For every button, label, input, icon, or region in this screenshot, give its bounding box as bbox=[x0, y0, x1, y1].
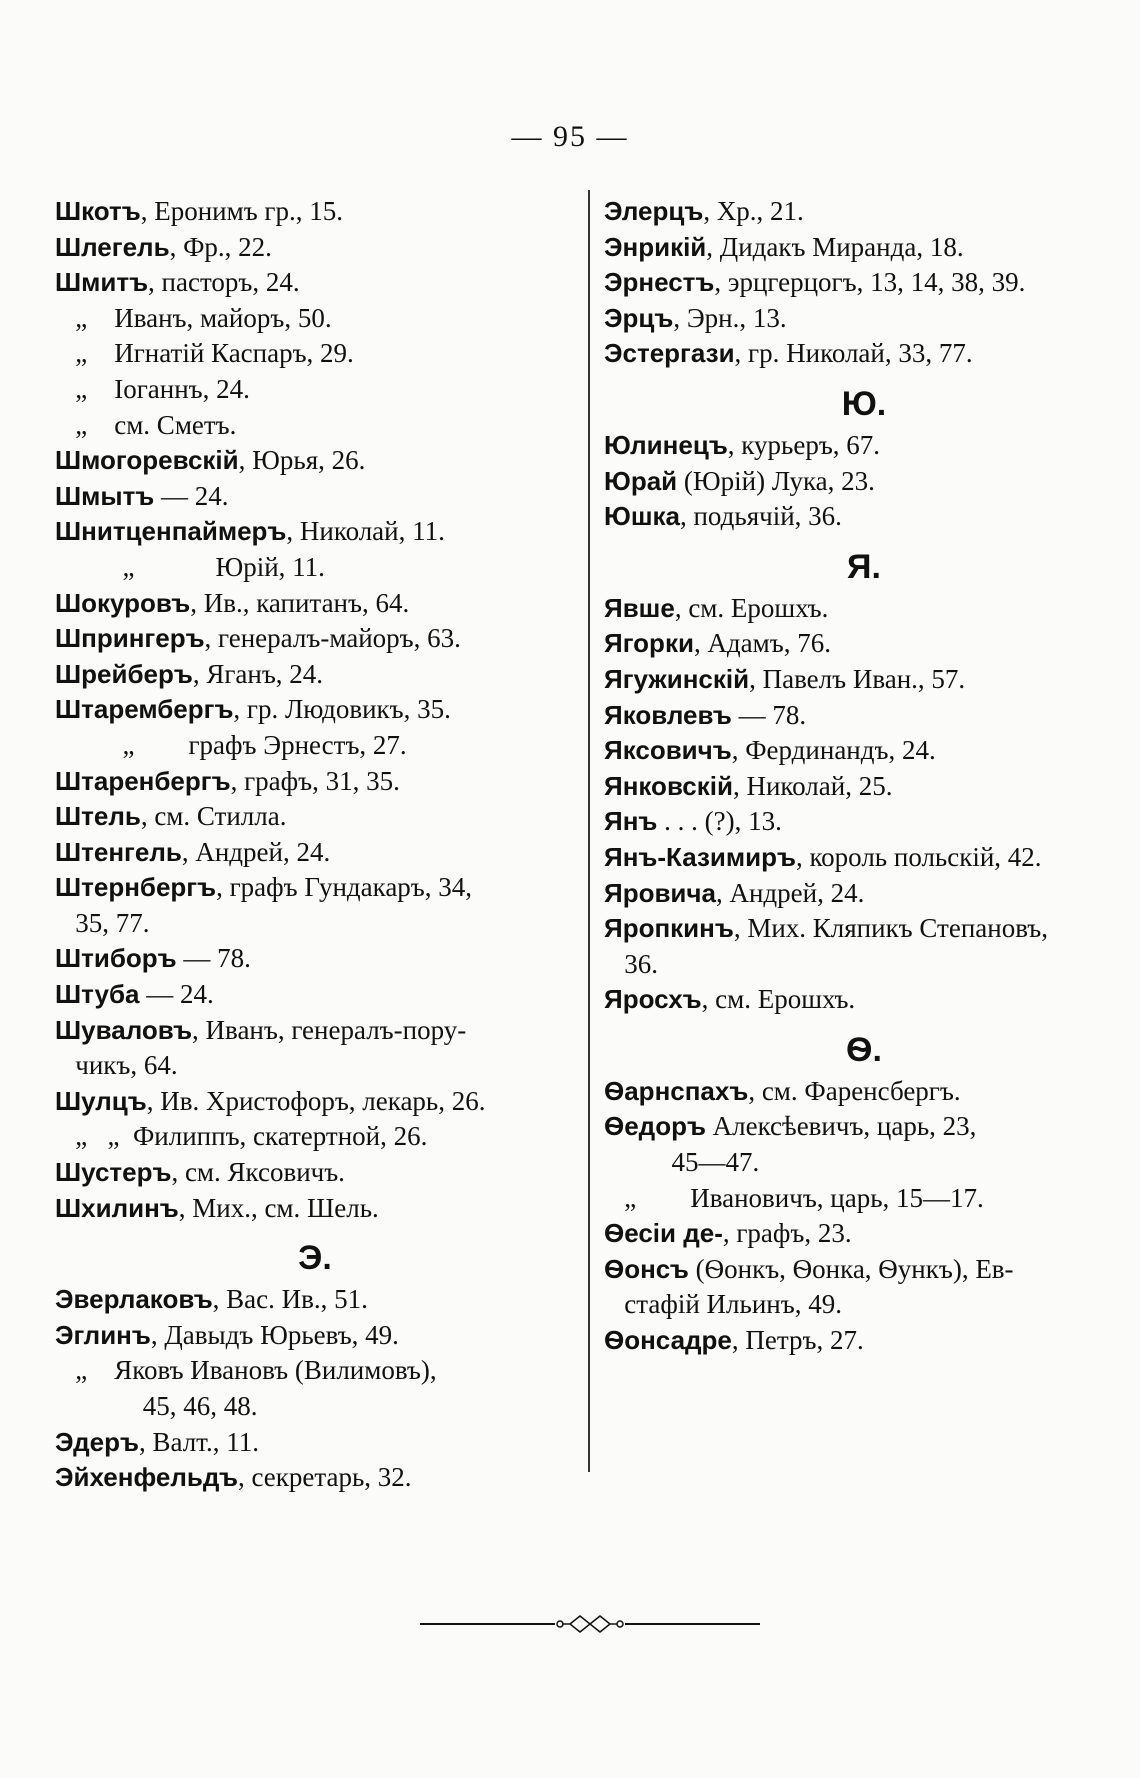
entry-details: — 78. bbox=[731, 699, 807, 730]
entry-headword: Штуба bbox=[55, 979, 140, 1010]
index-entry bbox=[55, 870, 575, 906]
index-entry bbox=[604, 911, 1124, 947]
entry-details: , Николай, 11. bbox=[286, 516, 445, 547]
entry-details: , Дидакъ Миранда, 18. bbox=[706, 231, 964, 262]
entry-details: , Мих., см. Шель. bbox=[178, 1192, 379, 1223]
index-entry bbox=[55, 265, 575, 301]
index-entry bbox=[55, 1318, 575, 1354]
entry-details: , генералъ-майоръ, 63. bbox=[204, 623, 461, 654]
entry-details: , см. Стилла. bbox=[140, 801, 287, 832]
entry-headword: Шрейберъ bbox=[55, 658, 193, 689]
index-entry bbox=[55, 1084, 575, 1120]
entry-headword: Ѳарнспахъ bbox=[604, 1075, 749, 1106]
entry-details: , Ив., капитанъ, 64. bbox=[190, 587, 410, 618]
index-entry bbox=[55, 479, 575, 515]
entry-details: , Эрн., 13. bbox=[673, 302, 787, 333]
entry-headword: Ѳедоръ bbox=[604, 1111, 706, 1142]
entry-details: , Андрей, 24. bbox=[181, 836, 331, 867]
index-entry bbox=[604, 591, 1124, 627]
entry-headword: Шустеръ bbox=[55, 1157, 172, 1188]
index-entry bbox=[55, 514, 575, 550]
entry-details: „ Иванъ, майоръ, 50. bbox=[55, 302, 332, 333]
entry-details: — 78. bbox=[176, 943, 251, 974]
index-entry bbox=[604, 804, 1124, 840]
index-entry bbox=[55, 941, 575, 977]
entry-headword: Янъ-Казимиръ bbox=[604, 841, 796, 872]
index-entry bbox=[604, 230, 1124, 266]
entry-details: , Павелъ Иван., 57. bbox=[749, 663, 966, 694]
entry-headword: Явше bbox=[604, 592, 675, 623]
entry-headword: Штенгель bbox=[55, 836, 182, 867]
index-entry bbox=[604, 1323, 1124, 1359]
entry-details: 45, 46, 48. bbox=[55, 1391, 258, 1421]
entry-headword: Ягорки bbox=[604, 628, 694, 659]
entry-details: , Давыдъ Юрьевъ, 49. bbox=[150, 1319, 399, 1350]
entry-headword: Шнитценпаймеръ bbox=[55, 516, 287, 547]
entry-details: , Николай, 25. bbox=[732, 770, 893, 801]
entry-headword: Ѳесіи де- bbox=[604, 1218, 723, 1249]
entry-details: , король польскій, 42. bbox=[795, 841, 1042, 872]
entry-headword: Ѳонсадре bbox=[604, 1325, 732, 1356]
index-entry bbox=[55, 1282, 575, 1318]
entry-headword: Шлегель bbox=[55, 231, 170, 262]
entry-details: , см. Яксовичъ. bbox=[171, 1157, 345, 1188]
index-entry bbox=[55, 1389, 575, 1425]
entry-headword: Штарембергъ bbox=[55, 694, 234, 725]
index-entry bbox=[55, 799, 575, 835]
section-letter: Я. bbox=[847, 547, 881, 586]
entry-details: , Хр., 21. bbox=[703, 196, 804, 226]
entry-headword: Шокуровъ bbox=[55, 587, 191, 618]
entry-headword: Штаренбергъ bbox=[55, 765, 231, 796]
entry-headword: Шпрингеръ bbox=[55, 623, 205, 654]
entry-details: , графъ, 23. bbox=[722, 1218, 852, 1249]
index-entry bbox=[55, 1425, 575, 1461]
entry-details: , Иванъ, генералъ-пору- bbox=[192, 1014, 467, 1045]
index-entry bbox=[604, 982, 1124, 1018]
entry-details: (Ѳонкъ, Ѳонка, Ѳункъ), Ев- bbox=[688, 1253, 1014, 1284]
entry-details: „ Іоганнъ, 24. bbox=[55, 373, 250, 404]
entry-details: „ Ивановичъ, царь, 15—17. bbox=[604, 1182, 984, 1213]
entry-headword: Ягужинскій bbox=[604, 663, 750, 694]
entry-details: , см. Фаренсбергъ. bbox=[748, 1075, 961, 1106]
index-entry bbox=[55, 977, 575, 1013]
index-entry bbox=[604, 336, 1124, 372]
entry-details: 36. bbox=[604, 948, 658, 979]
entry-details: , Еронимъ гр., 15. bbox=[140, 196, 343, 226]
entry-headword: Янковскій bbox=[604, 770, 733, 801]
entry-details: — 24. bbox=[154, 480, 229, 511]
entry-details: , Ив. Христофоръ, лекарь, 26. bbox=[146, 1085, 486, 1116]
index-entry bbox=[604, 194, 1124, 230]
entry-details: 35, 77. bbox=[55, 907, 150, 938]
right-column bbox=[604, 194, 1124, 1359]
entry-details: , гр. Николай, 33, 77. bbox=[734, 338, 973, 369]
entry-headword: Эдеръ bbox=[55, 1426, 139, 1457]
entry-details: „ Игнатій Каспаръ, 29. bbox=[55, 338, 354, 369]
entry-headword: Эверлаковъ bbox=[55, 1284, 213, 1315]
entry-headword: Шмытъ bbox=[55, 480, 155, 511]
section-letter: Ѳ. bbox=[846, 1030, 882, 1069]
entry-headword: Янъ bbox=[604, 806, 658, 837]
entry-headword: Шуваловъ bbox=[55, 1014, 193, 1045]
index-entry bbox=[604, 733, 1124, 769]
ornament-divider bbox=[420, 1612, 760, 1636]
index-entry bbox=[55, 621, 575, 657]
entry-headword: Юлинецъ bbox=[604, 429, 728, 460]
section-letter: Ю. bbox=[841, 384, 887, 423]
section-letter: Э. bbox=[298, 1239, 332, 1278]
entry-details: , Валт., 11. bbox=[138, 1426, 259, 1457]
index-entry bbox=[55, 1155, 575, 1191]
entry-details: , пасторъ, 24. bbox=[148, 267, 300, 298]
index-entry bbox=[604, 1287, 1124, 1323]
index-entry bbox=[604, 1181, 1124, 1217]
entry-headword: Эрнестъ bbox=[604, 267, 715, 298]
entry-headword: Яропкинъ bbox=[604, 913, 734, 944]
index-entry bbox=[604, 499, 1124, 535]
entry-headword: Эглинъ bbox=[55, 1319, 151, 1350]
entry-details: стафій Ильинъ, 49. bbox=[604, 1289, 842, 1320]
entry-details: „ графъ Эрнестъ, 27. bbox=[55, 729, 407, 760]
entry-details: , Андрей, 24. bbox=[715, 877, 865, 908]
index-entry bbox=[55, 692, 575, 728]
index-entry bbox=[55, 586, 575, 622]
entry-details: , эрцгерцогъ, 13, 14, 38, 39. bbox=[714, 267, 1026, 298]
entry-headword: Яровича bbox=[604, 877, 716, 908]
entry-headword: Штель bbox=[55, 801, 141, 832]
entry-details: „ см. Сметъ. bbox=[55, 409, 237, 440]
entry-headword: Юшка bbox=[604, 501, 680, 532]
entry-details: , Адамъ, 76. bbox=[693, 628, 831, 659]
index-entry bbox=[55, 336, 575, 372]
index-entry bbox=[604, 301, 1124, 337]
entry-headword: Яковлевъ bbox=[604, 699, 732, 730]
index-entry bbox=[604, 1216, 1124, 1252]
entry-details: чикъ, 64. bbox=[55, 1050, 178, 1081]
index-entry bbox=[55, 1191, 575, 1227]
index-entry bbox=[604, 769, 1124, 805]
index-entry bbox=[55, 1353, 575, 1389]
index-entry bbox=[604, 265, 1124, 301]
entry-headword: Яксовичъ bbox=[604, 735, 732, 766]
entry-details: , Яганъ, 24. bbox=[192, 658, 324, 689]
entry-headword: Шкотъ bbox=[55, 196, 141, 226]
entry-details: , Мих. Кляпикъ Степановъ, bbox=[733, 913, 1049, 944]
entry-details: . . . (?), 13. bbox=[657, 806, 782, 837]
entry-details: , курьеръ, 67. bbox=[727, 429, 881, 460]
entry-headword: Энрикій bbox=[604, 231, 707, 262]
entry-headword: Шулцъ bbox=[55, 1085, 147, 1116]
entry-headword: Элерцъ bbox=[604, 196, 704, 226]
entry-details: , графъ, 31, 35. bbox=[230, 765, 400, 796]
entry-headword: Шмитъ bbox=[55, 267, 149, 298]
index-entry bbox=[55, 408, 575, 444]
entry-headword: Яросхъ bbox=[604, 984, 702, 1015]
column-divider bbox=[588, 190, 590, 1472]
entry-details: , Вас. Ив., 51. bbox=[212, 1284, 368, 1315]
index-entry bbox=[55, 443, 575, 479]
entry-details: , гр. Людовикъ, 35. bbox=[233, 694, 451, 725]
entry-headword: Штернбергъ bbox=[55, 872, 217, 903]
index-entry bbox=[604, 464, 1124, 500]
left-column bbox=[55, 194, 575, 1496]
entry-headword: Шхилинъ bbox=[55, 1192, 179, 1223]
index-entry bbox=[55, 657, 575, 693]
entry-details: (Юрій) Лука, 23. bbox=[677, 465, 875, 496]
entry-details: , см. Ерошхъ. bbox=[701, 984, 856, 1015]
entry-headword: Шмогоревскій bbox=[55, 445, 239, 476]
index-entry bbox=[55, 550, 575, 586]
entry-details: „ Яковъ Ивановъ (Вилимовъ), bbox=[55, 1355, 437, 1386]
entry-details: , Петръ, 27. bbox=[731, 1325, 864, 1356]
entry-details: — 24. bbox=[139, 979, 214, 1010]
index-entry bbox=[604, 698, 1124, 734]
index-entry bbox=[604, 1252, 1124, 1288]
index-entry bbox=[604, 947, 1124, 983]
entry-details: , Юрья, 26. bbox=[238, 445, 366, 476]
index-entry bbox=[55, 194, 575, 230]
entry-details: , секретарь, 32. bbox=[237, 1462, 412, 1493]
index-entry bbox=[55, 1119, 575, 1155]
index-entry bbox=[55, 1460, 575, 1496]
entry-details: Алексѣевичъ, царь, 23, bbox=[705, 1111, 977, 1142]
index-entry bbox=[55, 1048, 575, 1084]
index-entry bbox=[55, 301, 575, 337]
index-entry bbox=[604, 428, 1124, 464]
index-entry bbox=[55, 906, 575, 942]
entry-details: , подьячій, 36. bbox=[679, 501, 842, 532]
entry-details: , Фердинандъ, 24. bbox=[731, 735, 936, 766]
index-entry bbox=[604, 1145, 1124, 1181]
index-entry bbox=[604, 876, 1124, 912]
index-entry bbox=[604, 626, 1124, 662]
index-entry bbox=[55, 1013, 575, 1049]
entry-details: , см. Ерошхъ. bbox=[674, 592, 829, 623]
entry-details: , графъ Гундакаръ, 34, bbox=[216, 872, 473, 903]
index-entry bbox=[55, 372, 575, 408]
entry-headword: Эйхенфельдъ bbox=[55, 1462, 238, 1493]
entry-details: 45—47. bbox=[604, 1147, 760, 1178]
entry-headword: Юрай bbox=[604, 465, 678, 496]
index-entry bbox=[55, 835, 575, 871]
entry-headword: Ѳонсъ bbox=[604, 1253, 689, 1284]
index-entry bbox=[55, 230, 575, 266]
index-entry bbox=[604, 1109, 1124, 1145]
index-entry bbox=[604, 662, 1124, 698]
entry-details: „ Юрій, 11. bbox=[55, 551, 325, 582]
entry-headword: Эрцъ bbox=[604, 302, 674, 333]
index-entry bbox=[55, 764, 575, 800]
page-number: — 95 — bbox=[511, 120, 629, 153]
entry-details: „ „ Филиппъ, скатертной, 26. bbox=[55, 1121, 428, 1152]
entry-headword: Штиборъ bbox=[55, 943, 177, 974]
index-entry bbox=[55, 728, 575, 764]
index-entry bbox=[604, 1074, 1124, 1110]
entry-details: , Фр., 22. bbox=[169, 231, 272, 262]
entry-headword: Эстергази bbox=[604, 338, 735, 369]
index-entry bbox=[604, 840, 1124, 876]
